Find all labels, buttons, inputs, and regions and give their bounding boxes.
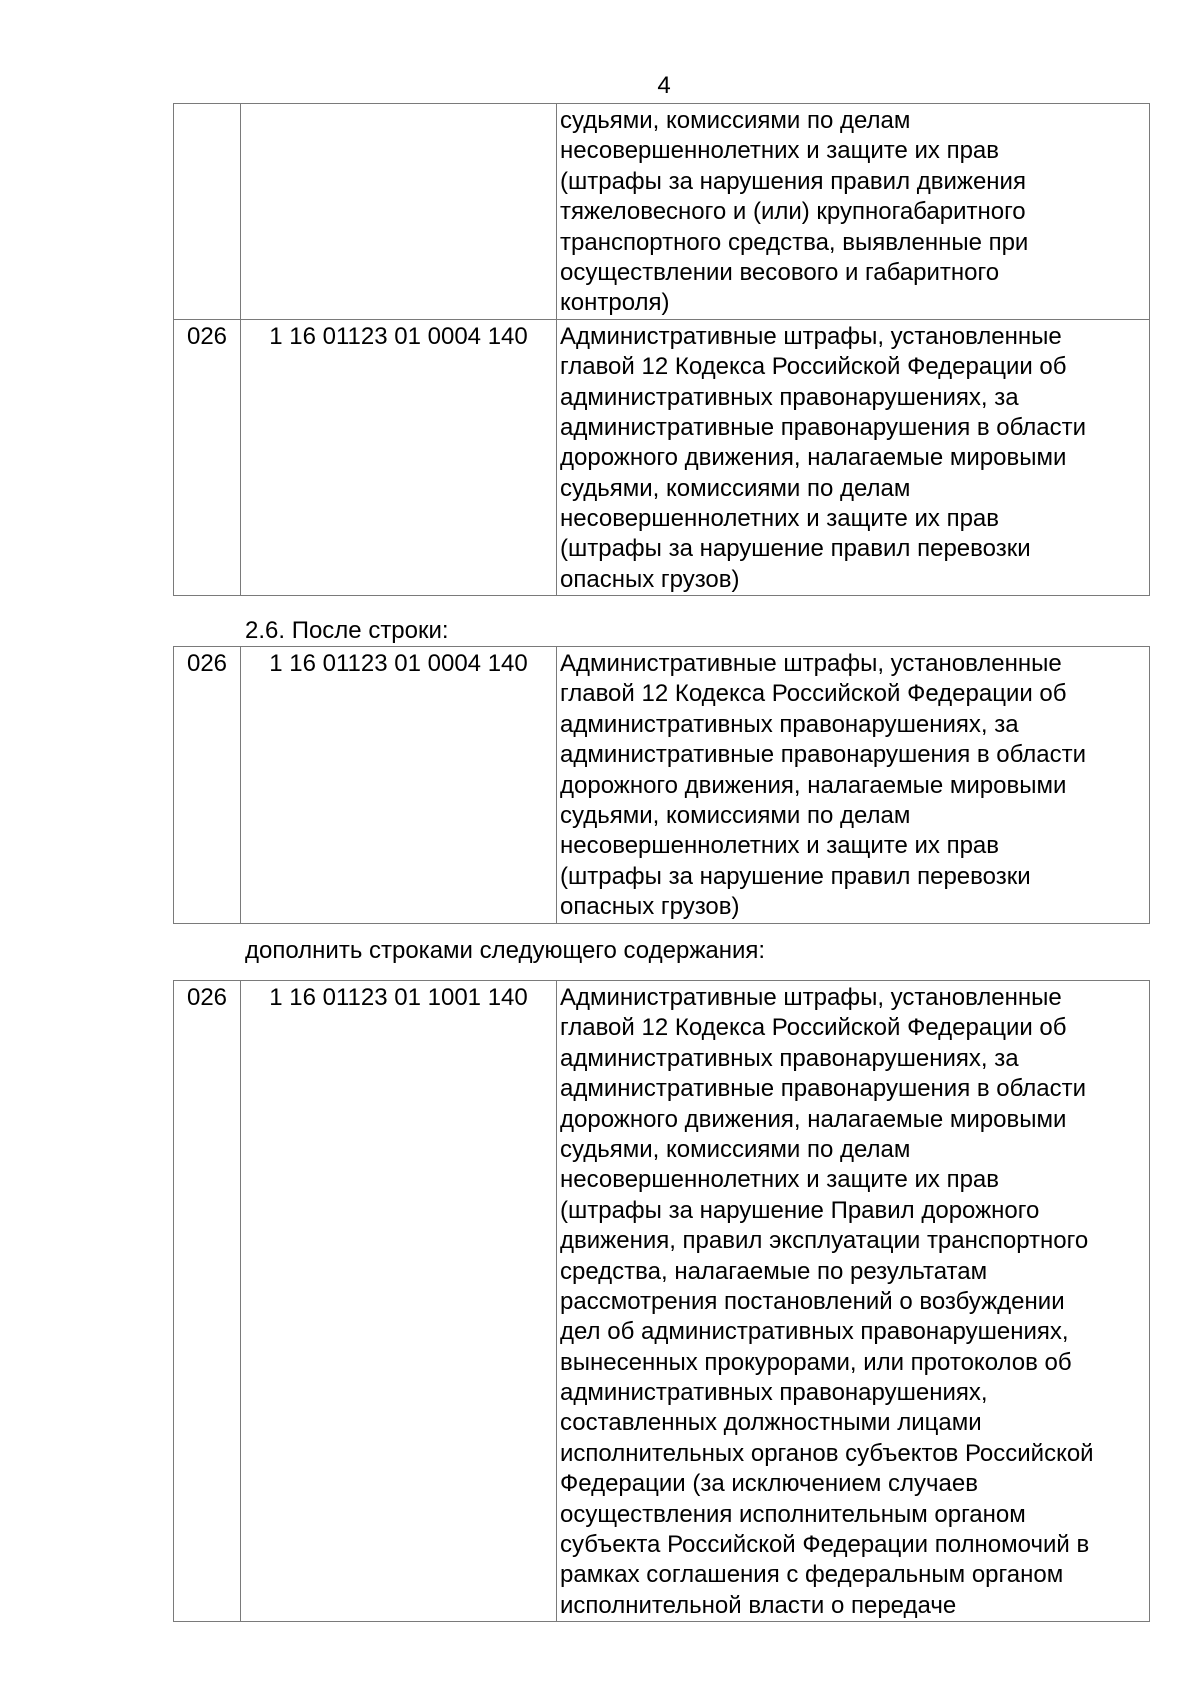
table-row	[174, 981, 1150, 1622]
description-line: административных правонарушениях,	[560, 1379, 988, 1407]
description-line: (штрафы за нарушение правил перевозки	[560, 535, 1031, 563]
admin-code-cell: 026	[174, 647, 241, 924]
description-line: дел об административных правонарушениях,	[560, 1318, 1069, 1346]
description-line: главой 12 Кодекса Российской Федерации об	[560, 1014, 1067, 1042]
page-number: 4	[657, 72, 671, 99]
budget-classification-code-cell	[241, 104, 557, 320]
description-line: рассмотрения постановлений о возбуждении	[560, 1287, 1065, 1315]
description-line: (штрафы за нарушение Правил дорожного	[560, 1196, 1040, 1224]
budget-code-table-3	[173, 980, 1150, 1622]
admin-code-cell: 026	[174, 319, 241, 596]
paragraph-after-row: 2.6. После строки:	[245, 617, 449, 644]
description-line: несовершеннолетних и защите их прав	[560, 505, 1000, 533]
revenue-description-cell	[557, 981, 1150, 1622]
table-row	[174, 647, 1150, 924]
revenue-description-cell	[557, 647, 1150, 924]
description-line: контроля)	[560, 289, 670, 317]
description-line: вынесенных прокурорами, или протоколов об	[560, 1348, 1072, 1376]
description-line: несовершеннолетних и защите их прав	[560, 137, 1000, 165]
description-line: административных правонарушениях, за	[560, 1044, 1019, 1072]
description-line: движения, правил эксплуатации транспортного	[560, 1227, 1089, 1255]
budget-classification-code-cell: 1 16 01123 01 1001 140	[241, 981, 557, 1622]
description-line: административных правонарушениях, за	[560, 710, 1019, 738]
description-line: исполнительной власти о передаче	[560, 1591, 957, 1619]
description-line: судьями, комиссиями по делам	[560, 1135, 911, 1163]
description-line: Административные штрафы, установленные	[560, 984, 1062, 1011]
description-line: дорожного движения, налагаемые мировыми	[560, 444, 1067, 472]
paragraph-supplement: дополнить строками следующего содержания:	[245, 937, 766, 964]
description-line: субъекта Российской Федерации полномочий в	[560, 1531, 1090, 1559]
description-line: рамках соглашения с федеральным органом	[560, 1561, 1064, 1589]
description-line: Федерации (за исключением случаев	[560, 1470, 978, 1498]
description-line: опасных грузов)	[560, 565, 740, 593]
description-line: дорожного движения, налагаемые мировыми	[560, 1105, 1067, 1133]
description-line: административные правонарушения в области	[560, 413, 1087, 441]
description-line: главой 12 Кодекса Российской Федерации об	[560, 680, 1067, 708]
description-line: судьями, комиссиями по делам	[560, 107, 911, 134]
revenue-description-cell	[557, 104, 1150, 320]
description-line: (штрафы за нарушение правил перевозки	[560, 862, 1031, 890]
description-line: (штрафы за нарушения правил движения	[560, 167, 1026, 195]
description-line: транспортного средства, выявленные при	[560, 228, 1029, 256]
description-line: Административные штрафы, установленные	[560, 650, 1062, 677]
description-line: главой 12 Кодекса Российской Федерации об	[560, 353, 1067, 381]
description-line: административные правонарушения в области	[560, 741, 1087, 769]
description-line: административные правонарушения в области	[560, 1075, 1087, 1103]
admin-code-cell	[174, 104, 241, 320]
description-line: дорожного движения, налагаемые мировыми	[560, 771, 1067, 799]
table-row	[174, 104, 1150, 320]
admin-code-cell: 026	[174, 981, 241, 1622]
description-line: исполнительных органов субъектов Российской	[560, 1439, 1094, 1467]
description-line: тяжеловесного и (или) крупногабаритного	[560, 198, 1026, 226]
description-line: Административные штрафы, установленные	[560, 322, 1062, 350]
description-line: составленных должностными лицами	[560, 1409, 982, 1437]
budget-code-table-2	[173, 646, 1150, 924]
description-line: судьями, комиссиями по делам	[560, 474, 911, 502]
budget-classification-code-cell: 1 16 01123 01 0004 140	[241, 319, 557, 596]
description-line: осуществлении весового и габаритного	[560, 258, 1000, 286]
budget-code-table-1	[173, 103, 1150, 596]
description-line: осуществления исполнительным органом	[560, 1500, 1026, 1528]
description-line: несовершеннолетних и защите их прав	[560, 832, 1000, 860]
description-line: судьями, комиссиями по делам	[560, 801, 911, 829]
revenue-description-cell	[557, 319, 1150, 596]
table-row	[174, 319, 1150, 596]
description-line: средства, налагаемые по результатам	[560, 1257, 988, 1285]
description-line: несовершеннолетних и защите их прав	[560, 1166, 1000, 1194]
description-line: административных правонарушениях, за	[560, 383, 1019, 411]
description-line: опасных грузов)	[560, 893, 740, 921]
budget-classification-code-cell: 1 16 01123 01 0004 140	[241, 647, 557, 924]
